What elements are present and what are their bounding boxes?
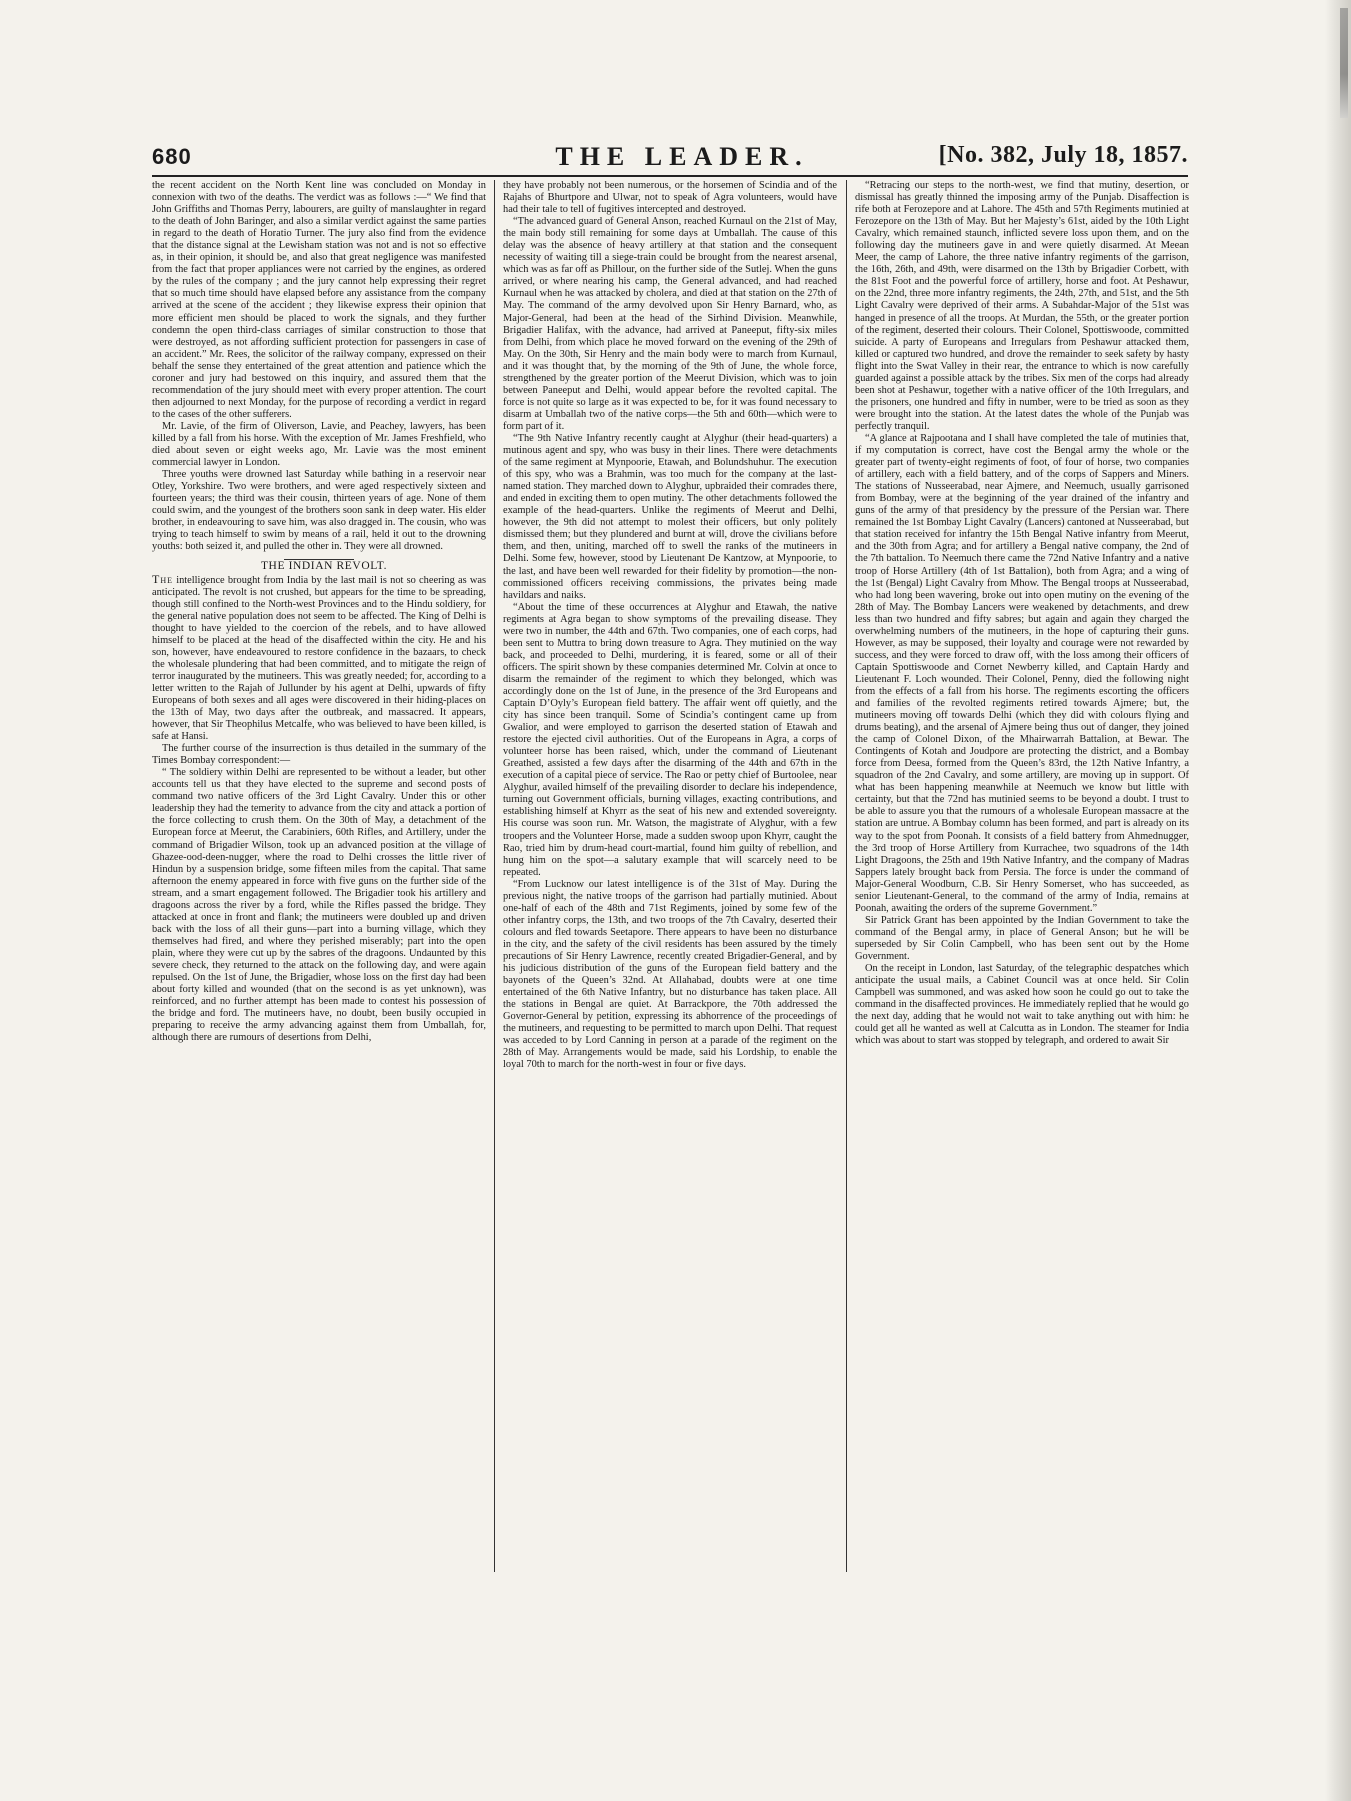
binding-mark (1340, 8, 1348, 118)
column-divider (846, 180, 847, 1572)
paragraph: “ The soldiery within Delhi are represented to be without a leader, but other accounts tell us that they have elected to the supreme and second posts of command two native officers of the 3rd Light Cavalry. Under this or other leadership they had the temerity to advance from the city and attack a portion of the force collecting to crush them. On the 30th of May, a detachment of the European force at Meerut, the Carabiniers, 60th Rifles, and Artillery, under the command of Brigadier Wilson, took up an advanced position at the village of Ghazee-ood-deen-nugger, where the road to Delhi crosses the little river of Hindun by a suspension bridge, some fifteen miles from the capital. That same afternoon the enemy appeared in force with five guns on the further side of the stream, and a smart engagement followed. The Brigadier took his artillery and dragoons across the river by a ford, while the Rifles passed the bridge. They attacked at once in front and flank; the mutineers were doubled up and driven back with the loss of all their guns—part into a burning village, which they themselves had fired, and where they perished miserably; part into the open plain, where they were cut up by the sabres of the dragoons. Undaunted by this severe check, they returned to the attack on the following day, and were again repulsed. On the 1st of June, the Brigadier, whose loss on the first day had been about forty killed and wounded (that on the second is as yet unknown), was reinforced, and no further attempt has been made to contest his possession of the bridge and ford. The mutineers have, no doubt, been busily occupied in preparing to receive the army advancing against them from Umballah, for, although there are rumours of desertions from Delhi, (152, 767, 486, 1044)
masthead-title: THE LEADER. (555, 142, 809, 171)
section-heading: THE INDIAN REVOLT. (260, 560, 388, 573)
book-spine-shadow (1325, 0, 1351, 1801)
column-3 (855, 180, 1189, 1572)
paragraph: “About the time of these occurrences at Alyghur and Etawah, the native regiments at Agra began to show symptoms of the prevailing disease. They were two in number, the 44th and 67th. Two companies, one of each corps, had been sent to Muttra to bring down treasure to Agra. They mutinied on the way back, and proceeded to Delhi, murdering, it is feared, some or all of their officers. The spirit shown by these companies determined Mr. Colvin at once to disarm the remainder of the regiment to which they belonged, which was accordingly done on the 1st of June, in the presence of the 3rd Europeans and Captain D’Oyly’s European field battery. The affair went off quietly, and the city has since been tranquil. Some of Scindia’s contingent came up from Gwalior, and were employed to garrison the deserted station of Etawah and restore the ejected civil authorities. Out of the Europeans in Agra, a corps of volunteer horse has been raised, which, under the command of Lieutenant Greathed, assisted a few days after the disarming of the 44th and 67th in the execution of a capital piece of service. The Rao or petty chief of Burtoolee, near Alyghur, availed himself of the prevailing disorder to declare his independence, turning out Government officials, burning villages, exacting contributions, and establishing himself at Khyrr as the seat of his new and extended sovereignty. His course was soon run. Mr. Watson, the magistrate of Alyghur, with a few troopers and the Volunteer Horse, made a sudden swoop upon Khyrr, caught the Rao, tried him by drum-head court-martial, found him guilty of rebellion, and hung him on the spot—a salutary example that will scarcely need to be repeated. (503, 601, 837, 878)
page-number: 680 (152, 144, 192, 169)
paragraph: Three youths were drowned last Saturday while bathing in a reservoir near Otley, Yorkshire. Two were brothers, and were aged respectively sixteen and fourteen years; the third was their cousin, thirteen years of age. None of them could swim, and the youngest of the brothers soon sank in deep water. His elder brother, in endeavouring to save him, was also dragged in. The cousin, who was trying to teach himself to swim by means of a rail, held it out to the drowning youths: both seized it, and pulled the other in. They were all drowned. (152, 469, 486, 553)
paragraph-text: intelligence brought from India by the last mail is not so cheering as was anticipated. The revolt is not crushed, but appears for the time to be spreading, though still confined to the North-west Provinces and to the Hindu soldiery, for the general native population does not seem to be affected. The King of Delhi is thought to have yielded to the coercion of the rebels, and to have allowed himself to be placed at the head of the disaffected within the city. He and his son, however, have endeavoured to restore confidence in the bazaars, to check the wholesale plundering that had been committed, and to mitigate the reign of terror inaugurated by the mutineers. This was greatly needed; for, according to a letter written to the Rajah of Jullunder by his agent at Delhi, upwards of fifty Europeans of both sexes and all ages were discovered in their hiding-places on the 13th of May, two days after the outbreak, and massacred. It appears, however, that Sir Theophilus Metcalfe, who was believed to have been killed, is safe at Hansi. (152, 574, 486, 743)
paragraph: the recent accident on the North Kent line was concluded on Monday in connexion with two of the deaths. The verdict was as follows :—“ We find that John Griffiths and Thomas Perry, labourers, are guilty of manslaughter in regard to the death of John Baringer, and also a similar verdict against the same parties in regard to the death of Horatio Turner. The jury also find from the evidence that the distance signal at the Lewisham station was not and is not so effective as, in their opinion, it should be, and also that great negligence was manifested from the fact that proper appliances were not carried by the engines, as ordered by the rules of the company ; and the jury cannot help expressing their regret that so much time should have elapsed before any assistance from the company arrived at the scene of the accident ; they likewise express their opinion that more efficient men should be placed to work the signals, and they further condemn the open third-class carriages of similar construction to those that were destroyed, as not affording sufficient protection for passengers in case of an accident.” Mr. Rees, the solicitor of the railway company, expressed on their behalf the sense they entertained of the great attention and patience which the coroner and jury had bestowed on this inquiry, and assured them that the recommendation of the jury should meet with every proper attention. The court then adjourned to next Monday, for the purpose of recording a verdict in regard to the cases of the other sufferers. (152, 180, 486, 420)
paragraph: “The advanced guard of General Anson, reached Kurnaul on the 21st of May, the main body still remaining for some days at Umballah. The cause of this delay was the absence of heavy artillery at that station and the consequent necessity of waiting till a siege-train could be brought from the nearest arsenal, which was as far off as Phillour, on the further side of the Sutlej. When the guns arrived, or where nearing his camp, the General advanced, and had reached Kurnaul when he was attacked by cholera, and died at that station on the 27th of May. The command of the army devolved upon Sir Henry Barnard, who, as Major-General, had been at the head of the Sirhind Division. Meanwhile, Brigadier Halifax, with the advance, had arrived at Paneeput, fifty-six miles from Delhi, from which place he moved forward on the evening of the 29th of May. On the 30th, Sir Henry and the main body were to march from Kurnaul, and it was thought that, by the morning of the 9th of June, the whole force, strengthened by the greater portion of the Meerut Division, which was to join between Paneeput and Delhi, would appear before the revolted capital. The force is not quite so large as it was expected to be, for it was found necessary to disarm at Umballah two of the native corps—the 5th and 60th—which were to form part of it. (503, 216, 837, 432)
paragraph: “From Lucknow our latest intelligence is of the 31st of May. During the previous night, the native troops of the garrison had partially mutinied. About one-half of each of the 48th and 71st Regiments, joined by some few of the other infantry corps, the 13th, and two troops of the 7th Cavalry, deserted their colours and fled towards Seetapore. There appears to have been no disturbance in the city, and the safety of the civil residents has been assured by the timely precautions of Sir Henry Lawrence, recently created Brigadier-General, and by his judicious distribution of the guns of the European field battery and the bayonets of the Queen’s 32nd. At Allahabad, doubts were at one time entertained of the 6th Native Infantry, but no disturbance has taken place. All the stations in Bengal are quiet. At Barrackpore, the 70th addressed the Governor-General by petition, expressing its abhorrence of the proceedings of the mutineers, and requesting to be permitted to march upon Delhi. That request was acceded to by Lord Canning in person at a parade of the regiment on the 28th of May. Arrangements would be made, said his Lordship, to enable the loyal 70th to march for the north-west in four or five days. (503, 878, 837, 1071)
paragraph: The further course of the insurrection is thus detailed in the summary of the Times Bombay correspondent:— (152, 743, 486, 767)
paragraph: “The 9th Native Infantry recently caught at Alyghur (their head-quarters) a mutinous agent and spy, who was busy in their lines. There were detachments of the same regiment at Mynpoorie, Etawah, and Bolundshuhur. The execution of this spy, who was a Brahmin, was too much for the company at the last-named station. They marched down to Alyghur, upbraided their comrades there, and ended in exciting them to open mutiny. The other detachments followed the example of the head-quarters. Unlike the regiments of Meerut and Delhi, however, the 9th did not attempt to molest their officers, but only politely dismissed them; but they plundered and burnt at will, drove the civilians before them, and then, uniting, marched off to swell the ranks of the mutineers in Delhi. Some few, however, stood by Lieutenant De Kantzow, at Mynpoorie, to the last, and have been well rewarded for their fidelity by promotion—the non-commissioned officers receiving commissions, the privates being made havildars and naiks. (503, 432, 837, 601)
paragraph: On the receipt in London, last Saturday, of the telegraphic despatches which anticipate the usual mails, a Cabinet Council was at once held. Sir Colin Campbell was summoned, and was asked how soon he could go out to take the command in the disaffected provinces. He immediately replied that he would go the next day, adding that he would not wait to take anything out with him: he could get all he wanted as well at Calcutta as in London. The steamer for India which was about to start was stopped by telegraph, and ordered to await Sir (855, 963, 1189, 1047)
paragraph: they have probably not been numerous, or the horsemen of Scindia and of the Rajahs of Bhurtpore and Ulwar, not to speak of Agra volunteers, would have had their tale to tell of fugitives intercepted and destroyed. (503, 180, 837, 216)
page-header (152, 142, 1188, 174)
paragraph: “A glance at Rajpootana and I shall have completed the tale of mutinies that, if my computation is correct, have cost the Bengal army the whole or the greater part of twenty-eight regiments of foot, of four of horse, two companies of artillery, each with a field battery, and of the corps of Sappers and Miners. The stations of Nusseerabad, near Ajmere, and Neemuch, usually garrisoned from Bombay, were at the beginning of the year drained of the infantry and guns of the army of that presidency by the pressure of the Persian war. There remained the 1st Bombay Light Cavalry (Lancers) cantoned at Nusseerabad, but that station received for infantry the 15th Bengal Native infantry from Meerut, and the 30th from Agra; and for artillery a Bengal native company, the 2nd of the 7th battalion. To Neemuch there came the 72nd Native Infantry and a native troop of Horse Artillery (4th of 1st Battalion), both from Agra; and a wing of the 1st (Bengal) Light Cavalry from Mhow. The Bengal troops at Nusseerabad, who had long been wavering, broke out into open mutiny on the evening of the 28th of May. The Bombay Lancers were weakened by detachments, and drew less than two hundred and fifty sabres; but again and again they charged the overwhelming numbers of the mutineers, in the hope of capturing their guns. However, as may be supposed, their loyalty and courage were not rewarded by success, and they were forced to draw off, with the loss among their officers of Captain Spottiswoode and Cornet Newberry killed, and Captain Hardy and Lieutenant F. Loch wounded. Their Colonel, Penny, died the following night from the effects of a fall from his horse. The regiments escorting the officers and families of the revolted regiments retired towards Ajmere; but, the mutineers moving off towards Delhi (which they did with colours flying and drums beating), and the arsenal of Ajmere being thus out of danger, they joined the camp of Colonel Dixon, of the Mhairwarrah Battalion, at Bewar. The Contingents of Kotah and Joudpore are protecting the district, and a Bombay force from Deesa, formed from the Queen’s 83rd, the 12th Native Infantry, a squadron of the 2nd Cavalry, and some artillery, are moving up in support. Of what has been happening meanwhile at Neemuch we know but little with certainty, but that the 72nd has mutinied seems to be beyond a doubt. I trust to be able to assure you that the rumours of a wholesale European massacre at the station are untrue. A Bombay column has been formed, and part is already on its way to the spot from Poonah. It consists of a field battery from Ahmednugger, the 3rd troop of Horse Artillery from Kurrachee, two squadrons of the 14th Light Dragoons, the 25th and 19th Native Infantry, and the company of Madras Sappers lately brought back from Persia. The force is under the command of Major-General Woodburn, C.B. Sir Henry Somerset, who has succeeded, as senior Lieutenant-General, to the command of the army of India, remains at Poonah, awaiting the orders of the supreme Government.” (855, 432, 1189, 914)
column-1 (152, 180, 486, 1572)
paragraph: “Retracing our steps to the north-west, we find that mutiny, desertion, or dismissal has greatly thinned the imposing army of the Punjab. Disaffection is rife both at Ferozepore and at Lahore. The 45th and 57th Regiments mutinied at Ferozepore on the 13th of May. But her Majesty’s 61st, aided by the 10th Light Cavalry, which remained staunch, inflicted severe loss upon them, and on the following day the mutineers gave in and were quietly disarmed. At Meean Meer, the camp of Lahore, the three native infantry regiments of the garrison, the 16th, 26th, and 49th, were disarmed on the 13th by Brigadier Corbett, with the 81st Foot and the powerful force of artillery, horse and foot. At Peshawur, on the 22nd, three more infantry regiments, the 24th, 27th, and 51st, and the 5th Light Cavalry were deprived of their arms. A Subahdar-Major of the 51st was hanged in presence of all the troops. At Murdan, the 55th, or the greater portion of the regiment, deserted their colours. Their Colonel, Spottiswoode, committed suicide. A party of Europeans and Irregulars from Peshawur attacked them, killed or captured two hundred, and drove the remainder to seek safety by hasty flight into the Swat Valley in their rear, the entrance to which is now carefully guarded against a possible attack by the tribes. Six men of the corps had already been shot at Peshawur, together with a native officer of the 10th Irregulars, and the prisoners, one hundred and fifty in number, were to be tried as soon as they were brought into the station. At the latest dates the whole of the Punjab was perfectly tranquil. (855, 180, 1189, 432)
issue-info: [No. 382, July 18, 1857. (938, 142, 1188, 168)
paragraph (152, 573, 486, 744)
column-divider (494, 180, 495, 1572)
lead-word: The (152, 571, 173, 586)
column-2 (503, 180, 837, 1572)
paragraph: Sir Patrick Grant has been appointed by the Indian Government to take the command of the Bengal army, in place of General Anson; but he will be superseded by Sir Colin Campbell, who has been sent out by the Home Government. (855, 914, 1189, 962)
paragraph: Mr. Lavie, of the firm of Oliverson, Lavie, and Peachey, lawyers, has been killed by a fall from his horse. With the exception of Mr. James Freshfield, who died about seven or eight weeks ago, Mr. Lavie was the most eminent commercial lawyer in London. (152, 420, 486, 469)
header-rule (152, 175, 1188, 177)
